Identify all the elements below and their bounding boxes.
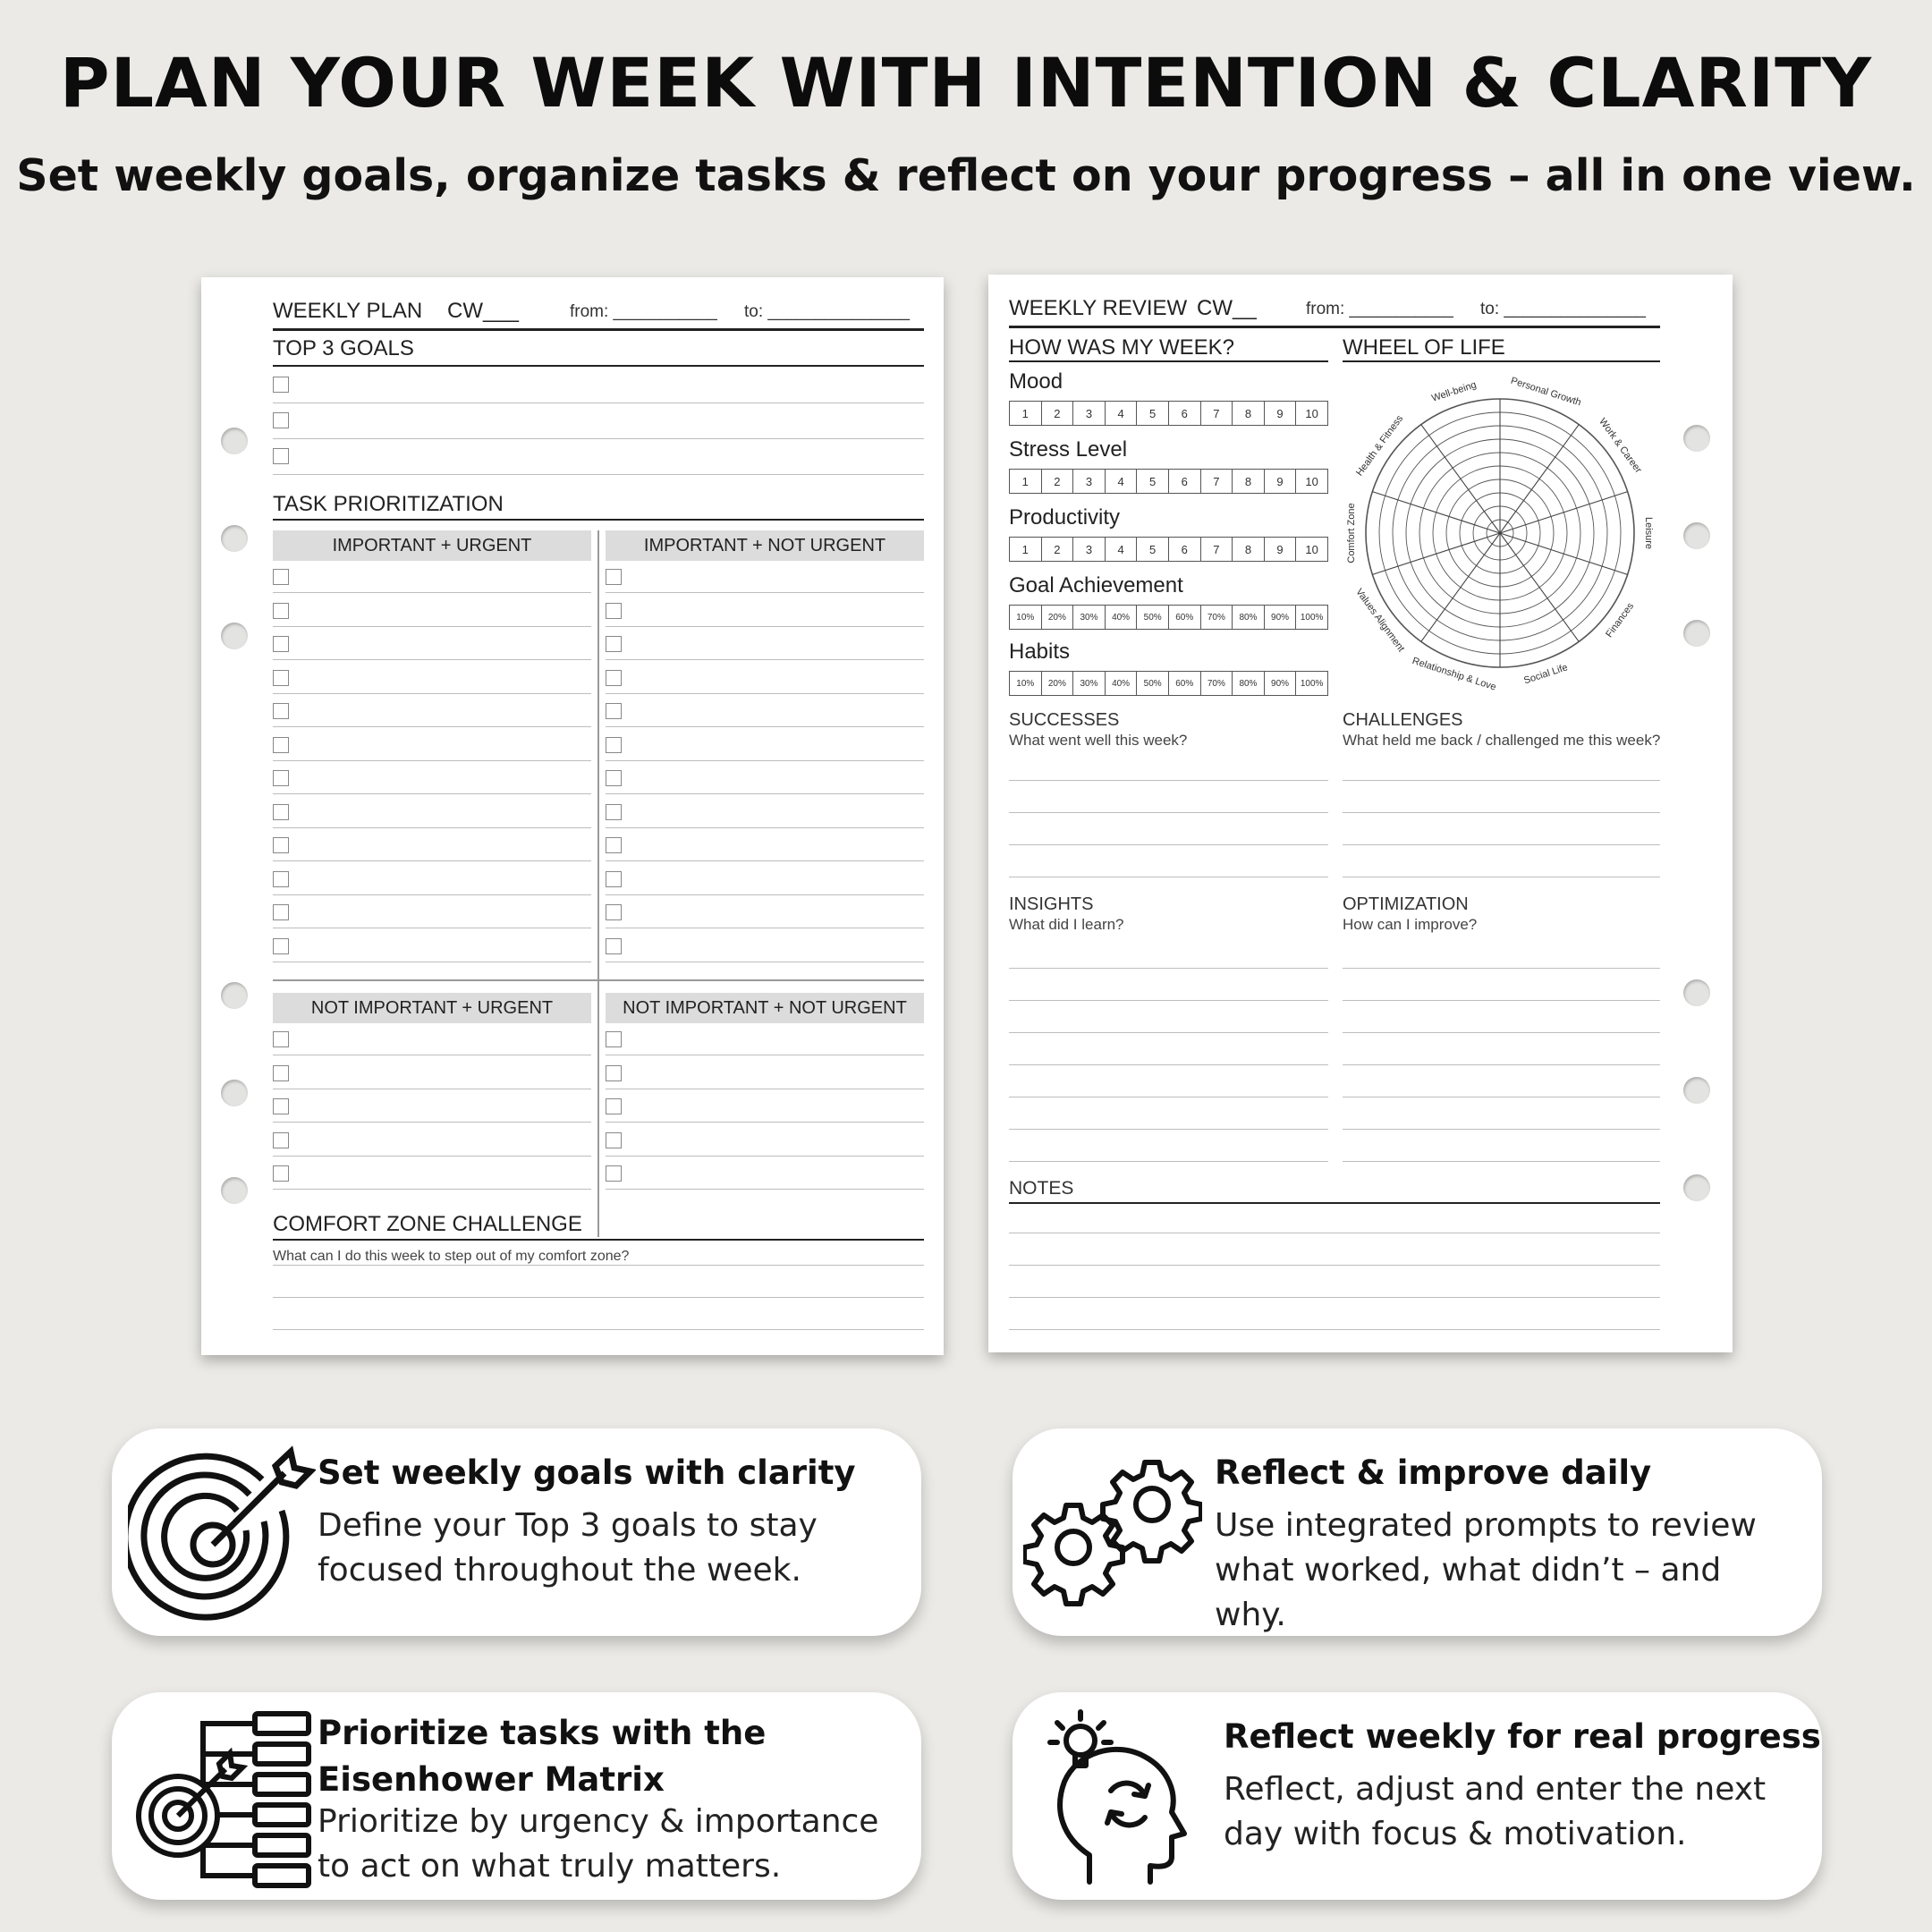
feature-text: focused throughout the week. [318,1552,801,1589]
feature-title: Reflect & improve daily [1215,1453,1652,1492]
writing-line [606,760,924,761]
wheel-of-life-chart [1334,364,1666,695]
task-checkbox[interactable] [273,603,289,619]
feature-title: Reflect weekly for real progress [1224,1717,1821,1756]
scale-cell[interactable]: 10 [1305,406,1318,420]
task-checkbox[interactable] [606,938,622,954]
scale-cell[interactable]: 1 [1010,470,1042,493]
scale-cell[interactable]: 4 [1106,470,1138,493]
task-checkbox[interactable] [273,770,289,786]
task-checkbox[interactable] [273,1065,289,1081]
task-checkbox[interactable] [606,670,622,686]
writing-line [273,1189,591,1190]
writing-line [1009,1161,1328,1162]
scale-cell[interactable]: 10 [1305,542,1318,556]
task-checkbox[interactable] [273,636,289,652]
feature-title: Prioritize tasks with the [318,1714,767,1752]
goal-achievement-scale [1009,605,1328,630]
scale-cell[interactable]: 8 [1233,538,1265,561]
writing-line [606,860,924,861]
target-list-icon [131,1710,319,1889]
target-arrow-icon [128,1439,316,1627]
scale-cell[interactable]: 3 [1073,470,1106,493]
quadrant-important-urgent: IMPORTANT + URGENT [273,530,591,561]
task-checkbox[interactable] [606,569,622,585]
top-goals-heading: TOP 3 GOALS [273,336,414,360]
scale-cell[interactable]: 5 [1137,402,1169,425]
writing-line [606,726,924,727]
task-checkbox[interactable] [606,1132,622,1148]
quadrant-not-important-not-urgent: NOT IMPORTANT + NOT URGENT [606,993,924,1023]
head-lightbulb-icon [1045,1703,1197,1895]
writing-line [1009,1329,1660,1330]
scale-cell[interactable]: 4 [1106,538,1138,561]
scale-cell[interactable]: 70% [1201,672,1233,695]
scale-cell[interactable]: 2 [1042,470,1074,493]
quadrant-not-important-urgent: NOT IMPORTANT + URGENT [273,993,591,1023]
writing-line [1343,1161,1660,1162]
scale-cell[interactable]: 9 [1265,470,1297,493]
task-checkbox[interactable] [606,1031,622,1047]
review-title: WEEKLY REVIEW [1009,296,1188,320]
feature-title: Set weekly goals with clarity [318,1453,856,1492]
task-checkbox[interactable] [273,871,289,887]
writing-line [1343,1064,1660,1065]
scale-cell[interactable]: 90% [1265,672,1297,695]
scale-cell[interactable]: 70% [1201,606,1233,629]
writing-line [273,1329,924,1330]
feature-text: Prioritize by urgency & importance [318,1803,879,1840]
task-checkbox[interactable] [606,837,622,853]
comfort-zone-heading: COMFORT ZONE CHALLENGE [273,1212,582,1236]
plan-to: to: _______________ [744,302,910,321]
task-checkbox[interactable] [273,737,289,753]
task-checkbox[interactable] [606,1065,622,1081]
writing-line [273,827,591,828]
scale-cell[interactable]: 9 [1265,402,1297,425]
task-checkbox[interactable] [273,448,289,464]
writing-line [1009,1129,1328,1130]
scale-cell[interactable]: 2 [1042,538,1074,561]
writing-line [273,438,924,439]
writing-line [273,1122,591,1123]
plan-from: from: ___________ [570,302,717,321]
task-checkbox[interactable] [606,770,622,786]
weekly-review-sheet [988,275,1733,1352]
feature-card-goals [112,1428,921,1636]
scale-cell[interactable]: 80% [1233,606,1265,629]
punch-hole [1683,522,1710,549]
writing-line [1009,780,1328,781]
task-checkbox[interactable] [273,1165,289,1182]
scale-cell[interactable]: 8 [1233,470,1265,493]
punch-hole [221,982,248,1009]
task-checkbox[interactable] [273,569,289,585]
writing-line [1009,1032,1328,1033]
punch-hole [1683,620,1710,647]
writing-line [606,793,924,794]
feature-text: Use integrated prompts to review [1215,1507,1757,1544]
scale-cell[interactable]: 20% [1042,672,1074,695]
task-checkbox[interactable] [606,603,622,619]
feature-text: what worked, what didn’t – and [1215,1552,1722,1589]
writing-line [606,827,924,828]
writing-line [273,760,591,761]
scale-cell[interactable]: 6 [1169,470,1201,493]
writing-line [1343,844,1660,845]
scale-cell[interactable]: 10 [1305,474,1318,488]
writing-line [273,1265,924,1266]
feature-card-weekly-progress [1013,1692,1822,1900]
writing-line [1009,844,1328,845]
writing-line [273,726,591,727]
writing-line [606,894,924,895]
task-checkbox[interactable] [606,636,622,652]
task-prioritization-heading: TASK PRIORITIZATION [273,492,504,516]
task-checkbox[interactable] [606,904,622,920]
writing-line [606,1189,924,1190]
scale-cell[interactable]: 7 [1201,470,1233,493]
scale-cell[interactable]: 7 [1201,402,1233,425]
scale-cell[interactable]: 2 [1042,402,1074,425]
scale-cell[interactable]: 3 [1073,538,1106,561]
task-checkbox[interactable] [606,871,622,887]
punch-hole [221,525,248,552]
productivity-scale [1009,537,1328,562]
habits-scale [1009,671,1328,696]
review-to: to: _______________ [1480,300,1646,318]
wheel-label: Well-being [1430,379,1479,404]
how-was-my-week-heading: HOW WAS MY WEEK? [1009,335,1235,360]
scale-cell[interactable]: 30% [1073,606,1106,629]
scale-cell[interactable]: 40% [1106,672,1138,695]
optimization-heading: OPTIMIZATION [1343,894,1469,914]
scale-cell[interactable]: 80% [1233,672,1265,695]
task-checkbox[interactable] [606,737,622,753]
feature-text: Define your Top 3 goals to stay [318,1507,818,1544]
task-checkbox[interactable] [273,412,289,428]
task-checkbox[interactable] [273,938,289,954]
writing-line [273,1297,924,1298]
scale-cell[interactable]: 100% [1300,612,1324,623]
writing-line [273,474,924,475]
insights-heading: INSIGHTS [1009,894,1094,914]
wheel-spoke [1500,533,1579,641]
scale-cell[interactable]: 10% [1010,606,1042,629]
headline: PLAN YOUR WEEK WITH INTENTION & CLARITY [59,43,1873,123]
writing-line [273,693,591,694]
punch-hole [221,1080,248,1106]
wheel-spoke [1421,425,1500,533]
punch-hole [221,1177,248,1204]
wheel-label: Finances [1604,600,1637,640]
task-checkbox[interactable] [273,703,289,719]
challenges-prompt: What held me back / challenged me this week? [1343,732,1661,749]
scale-cell[interactable]: 90% [1265,606,1297,629]
scale-cell[interactable]: 50% [1137,672,1169,695]
task-checkbox[interactable] [606,703,622,719]
wheel-spoke [1421,533,1500,641]
mood-scale [1009,401,1328,426]
task-checkbox[interactable] [273,377,289,393]
writing-line [273,793,591,794]
wheel-label: Comfort Zone [1345,503,1357,564]
wheel-of-life-heading: WHEEL OF LIFE [1343,335,1505,360]
task-checkbox[interactable] [273,670,289,686]
gears-icon [1023,1455,1202,1607]
scale-cell[interactable]: 1 [1010,538,1042,561]
scale-cell[interactable]: 4 [1106,402,1138,425]
task-checkbox[interactable] [273,804,289,820]
writing-line [1009,1265,1660,1266]
task-checkbox[interactable] [273,837,289,853]
productivity-label: Productivity [1009,505,1121,530]
writing-line [1343,780,1660,781]
feature-text: Reflect, adjust and enter the next [1224,1771,1767,1808]
writing-line [273,626,591,627]
punch-hole [1683,979,1710,1006]
feature-text: why. [1215,1597,1286,1633]
punch-hole [1683,1174,1710,1201]
writing-line [606,592,924,593]
matrix-divider [597,530,599,1237]
writing-line [1343,812,1660,813]
scale-cell[interactable]: 50% [1137,606,1169,629]
task-checkbox[interactable] [606,1165,622,1182]
writing-line [273,659,591,660]
stress-scale [1009,469,1328,494]
writing-line [1343,1000,1660,1001]
writing-line [606,626,924,627]
insights-prompt: What did I learn? [1009,916,1124,933]
wheel-spoke [1500,425,1579,533]
goal-achievement-label: Goal Achievement [1009,573,1183,597]
notes-heading: NOTES [1009,1178,1074,1199]
punch-hole [1683,1077,1710,1104]
scale-cell[interactable]: 6 [1169,538,1201,561]
scale-cell[interactable]: 6 [1169,402,1201,425]
task-checkbox[interactable] [273,1132,289,1148]
writing-line [273,592,591,593]
scale-cell[interactable]: 100% [1300,678,1324,689]
wheel-label: Social Life [1522,662,1570,687]
writing-line [273,860,591,861]
successes-prompt: What went well this week? [1009,732,1188,749]
punch-hole [221,428,248,454]
scale-cell[interactable]: 3 [1073,402,1106,425]
writing-line [606,659,924,660]
writing-line [273,1156,591,1157]
writing-line [1343,1032,1660,1033]
scale-cell[interactable]: 20% [1042,606,1074,629]
scale-cell[interactable]: 7 [1201,538,1233,561]
weekly-plan-sheet [201,277,944,1355]
plan-title: WEEKLY PLAN [273,299,423,323]
punch-hole [221,623,248,649]
review-from: from: ___________ [1306,300,1453,318]
task-checkbox[interactable] [606,804,622,820]
writing-line [1343,1129,1660,1130]
task-checkbox[interactable] [273,1031,289,1047]
wheel-label: Values Alignment [1353,586,1407,655]
feature-title: Eisenhower Matrix [318,1760,665,1799]
punch-hole [1683,425,1710,452]
scale-cell[interactable]: 60% [1169,606,1201,629]
wheel-label: Work & Career [1597,416,1644,476]
wheel-label: Relationship & Love [1411,655,1498,693]
feature-text: day with focus & motivation. [1224,1816,1687,1852]
quadrant-important-not-urgent: IMPORTANT + NOT URGENT [606,530,924,561]
scale-cell[interactable]: 8 [1233,402,1265,425]
scale-cell[interactable]: 5 [1137,470,1169,493]
mood-label: Mood [1009,369,1063,394]
stress-level-label: Stress Level [1009,437,1128,462]
task-checkbox[interactable] [606,1098,622,1114]
writing-line [606,1122,924,1123]
scale-cell[interactable]: 30% [1073,672,1106,695]
task-checkbox[interactable] [273,1098,289,1114]
scale-cell[interactable]: 1 [1010,402,1042,425]
successes-heading: SUCCESSES [1009,710,1120,730]
writing-line [1009,968,1328,969]
scale-cell[interactable]: 10% [1010,672,1042,695]
feature-card-eisenhower [112,1692,921,1900]
writing-line [273,402,924,403]
scale-cell[interactable]: 40% [1106,606,1138,629]
writing-line [1009,812,1328,813]
scale-cell[interactable]: 9 [1265,538,1297,561]
wheel-label: Leisure [1643,516,1655,550]
habits-label: Habits [1009,640,1071,664]
wheel-label: Personal Growth [1509,375,1583,409]
writing-line [1343,968,1660,969]
feature-text: to act on what truly matters. [318,1848,782,1885]
subheadline: Set weekly goals, organize tasks & reflect on your progress – all in one view. [16,150,1916,201]
plan-cw: CW___ [447,299,520,323]
scale-cell[interactable]: 5 [1137,538,1169,561]
writing-line [1009,1297,1660,1298]
comfort-zone-prompt: What can I do this week to step out of my comfort zone? [273,1249,630,1264]
review-cw: CW__ [1197,296,1257,320]
writing-line [1009,1064,1328,1065]
writing-line [606,693,924,694]
scale-cell[interactable]: 60% [1169,672,1201,695]
writing-line [273,894,591,895]
wheel-label: Health & Fitness [1354,413,1406,479]
writing-line [1009,1000,1328,1001]
challenges-heading: CHALLENGES [1343,710,1463,730]
matrix-divider [273,979,924,981]
feature-card-reflect-daily [1013,1428,1822,1636]
optimization-prompt: How can I improve? [1343,916,1478,933]
writing-line [606,1156,924,1157]
task-checkbox[interactable] [273,904,289,920]
